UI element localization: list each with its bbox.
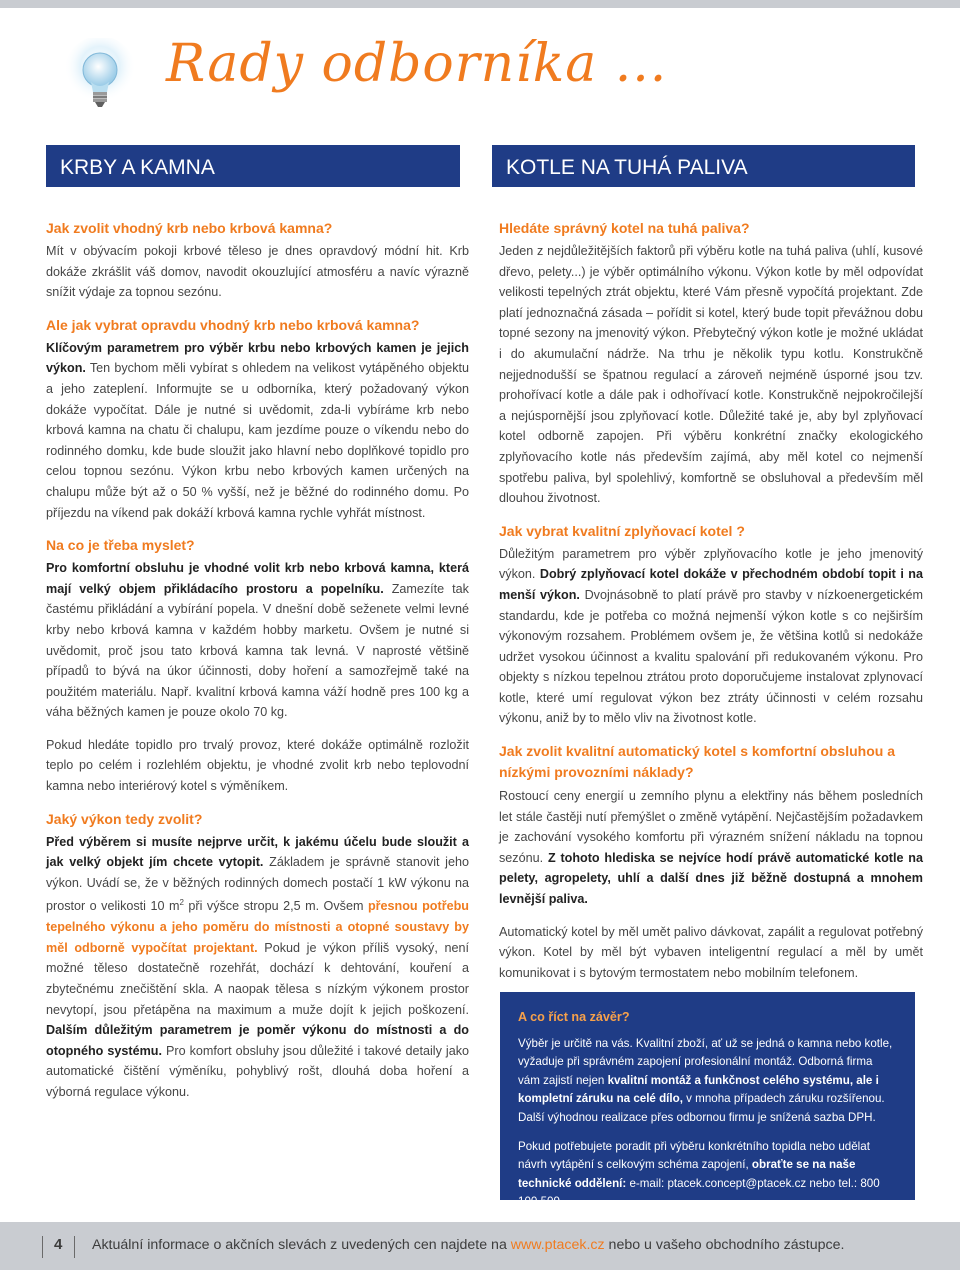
- paragraph: Mít v obývacím pokoji krbové těleso je dnes opravdový módní hit. Krb dokáže zkrášlit váš domov, navodit okouzlující atmosféru a navíc výrazně snížit výdaje za topnou sezónu.: [46, 244, 469, 300]
- box-paragraph: [518, 1138, 897, 1212]
- section-header-kotle: KOTLE NA TUHÁ PALIVA: [492, 145, 915, 187]
- text: Základem je správně stanovit jeho výkon. Uvádí se, že v běžných rodinných domech postačí 1 kW výkonu na prostor o velikosti 10 m: [46, 855, 469, 914]
- text: při výšce stropu 2,5 m. Ovšem: [183, 899, 368, 914]
- section-header-krby: KRBY A KAMNA: [46, 145, 460, 187]
- top-bar: [0, 0, 960, 8]
- text: Ten bychom měli vybírat s ohledem na velikost vytápěného objektu a jeho zateplení. Informujte se u odborníka, který požadovaný výkon dokáže vypočítat. Dále je nutné si uvědomit, zda-li vybíráme krb nebo krbová kamna na chatu či chalupu, kam jezdíme pouze o víkendu nebo do rodinného domku, kde bude sloužit jako hlavní nebo doplňkové topidlo pro celou topnou sezónu. Výkon krbu nebo krbových kamen určených na chalupu může být až o 50 % vyšší, než je běžné do rodinného domu. Po příjezdu na víkend pak dokáží krbová kamna rychle vyhřát místnost.: [46, 361, 469, 520]
- footer-text: [92, 1237, 844, 1253]
- box-heading: A co říct na závěr?: [518, 1010, 630, 1024]
- text: v mnoha případech záruku rozšířenou. Další výhodnou realizace přes odbornou firmu je snížená sazba DPH.: [518, 1092, 885, 1124]
- paragraph: [499, 786, 923, 910]
- conclusion-box: [500, 992, 915, 1209]
- highlight-text: přesnou potřebu tepelného výkonu a jeho poměru do místnosti a otopné soustavy by měl odborně vypočítat projektant.: [46, 899, 469, 955]
- paragraph: [46, 832, 469, 1103]
- bold-text: Dobrý zplyňovací kotel dokáže v přechodném období topit i na menší výkon.: [499, 567, 923, 602]
- heading: Jak vybrat kvalitní zplyňovací kotel ?: [499, 522, 745, 539]
- paragraph: Pokud hledáte topidlo pro trvalý provoz, které dokáže optimálně rozložit teplo po celém i rozlehlém objektu, je vhodné zvolit krb nebo teplovodní kamna nebo interiérový kotel s výměníkem.: [46, 737, 469, 794]
- superscript: 2: [179, 898, 184, 908]
- left-column: [46, 218, 469, 1103]
- heading: Jak zvolit vhodný krb nebo krbová kamna?: [46, 220, 333, 236]
- heading: Jaký výkon tedy zvolit?: [46, 810, 203, 827]
- bold-text: kvalitní montáž a funkčnost celého systému, ale i kompletní záruku na celé dílo,: [518, 1073, 879, 1106]
- text: Aktuální informace o akčních slevách z uvedených cen najdete na: [92, 1237, 511, 1253]
- bold-text: Dalším důležitým parametrem je poměr výkonu do místnosti a do otopného systému.: [46, 1023, 469, 1058]
- paragraph: Jeden z nejdůležitějších faktorů při výběru kotle na tuhá paliva (uhlí, kusové dřevo, pelety...) je výběr optimálního výkonu. Výkon kotle by měl odpovídat velikosti tepelných ztrát objektu, které Vám přesně vypočítá projektant. Zde platí jednoznačná zásada – pořídit si kotel, který bude topit převážnou dobu topné sezony na jmenovitý výkon. Přebytečný výkon kotle je možné ukládat i do akumulační nádrže. Na trhu je několik typu kotlu. Konstrukčně nejjednodušší se špatnou regulací a zároveň nejméně úsporné jsou tzv. prohořívací kotle a dále pak i odhořívací kotle. Konstrukčně nejpokročilejší a nejúspornější jsou zplyňovací kotle. Důležité také je, aby byl zplyňovací kotel odborně zapojen. Při výběru konkrétní značky ekologického zplyňovacího kotle nás především zajímá, aby měl kotel co nejmenší spotřebu paliva, byl spolehlivý, komfortně se obsluhoval a především měl dlouhou životnost.: [499, 244, 923, 506]
- bold-text: obraťte se na naše technické oddělení:: [518, 1158, 856, 1190]
- heading: Hledáte správný kotel na tuhá paliva?: [499, 220, 750, 236]
- text: Rostoucí ceny energií u zemního plynu a elektřiny nás během posledních let stále častěji nutí přemýšlet o změně vytápění. Nejčastějším požadavkem je zachování vysokého komfortu při výrazném snížení nákladu na topnou sezónu.: [499, 789, 923, 865]
- text: Výběr je určitě na vás. Kvalitní zboží, ať už se jedná o kamna nebo kotle, vyžaduje při správném zapojení profesionální montáž. Odborná firma vám zajistí nejen: [518, 1036, 893, 1087]
- text: Zamezíte tak častému přikládání a vybírání popela. V dnešní době seženete velmi levné krby nebo krbová kamna v každém hobby marketu. Ovšem je nutné si uvědomit, proč jsou tato krbová kamna tak levná. V naprosté většině případů to bývá na úkor účinnosti, doby hoření a samozřejmě také na použitém materiálu. Např. kvalitní krbová kamna váží hodně pres 100 kg a váha běžných kamen je pouze okolo 70 kg.: [46, 581, 469, 720]
- text: nebo u vašeho obchodního zástupce.: [604, 1237, 845, 1253]
- page-title: Rady odborníka ...: [166, 34, 668, 94]
- text: Pokud je výkon příliš vysoký, není možné těleso dostatečně rozehřát, dochází k dehtování, kouření a zbytečnému znečištění skla. A naopak tělesa s nízkým výkonem prostor nevytopí, jsou přetápěna na maximum a muže dojít k jejich poškození.: [46, 940, 469, 1017]
- bold-text: Pro komfortní obsluhu je vhodné volit krb nebo krbová kamna, která mají velký objem přikládacího prostoru a popelníku.: [46, 561, 469, 596]
- text: Dvojnásobně to platí právě pro stavby v nízkoenergetickém standardu, kde je potřeba co možná nejmenší výkon kotle s co nejširším výkonovým rozsahem. Problémem ovšem je, že většina kotlů si nedokáže udržet vysokou účinnost a kvalitu spalování při redukovaném výkonu. Pro objekty s nízkou tepelnou ztrátou proto doporučujeme instalovat zplynovací kotle, které umí regulovat výkon bez ztráty účinnosti v celém rozsahu výkonu, aniž by to mělo vliv na životnost kotle.: [499, 587, 923, 726]
- light-bulb-icon: [58, 38, 142, 122]
- bold-text: Klíčovým parametrem pro výběr krbu nebo krbových kamen je jejich výkon.: [46, 340, 469, 376]
- text: Pro komfort obsluhy jsou důležité i takové detaily jako automatické čištění výměníku, pohyblivý rošt, dlouhá doba hoření a výborná regulace výkonu.: [46, 1043, 469, 1099]
- heading: Ale jak vybrat opravdu vhodný krb nebo krbová kamna?: [46, 316, 420, 333]
- box-paragraph: [518, 1035, 897, 1128]
- paragraph: [499, 544, 923, 729]
- paragraph: Automatický kotel by měl umět palivo dávkovat, zapálit a regulovat potřebný výkon. Kotel by měl být vybaven inteligentní regulací a měl by umět komunikovat i s bytovým termostatem nebo mobilním telefonem.: [499, 924, 923, 980]
- text: Pokud potřebujete poradit při výběru konkrétního topidla nebo udělat návrh vytápění s celkovým schéma zapojení,: [518, 1139, 870, 1172]
- paragraph: [46, 338, 469, 523]
- footer: [0, 1222, 960, 1270]
- heading: Jak zvolit kvalitní automatický kotel s komfortní obsluhou a nízkými provozními náklady?: [499, 743, 895, 781]
- paragraph: [46, 558, 469, 723]
- bold-text: Z tohoto hlediska se nejvíce hodí právě automatické kotle na pelety, agropelety, uhlí a další dnes již běžně dostupná a mnohem levnější paliva.: [499, 850, 923, 907]
- footer-divider: [74, 1236, 75, 1258]
- heading: Na co je třeba myslet?: [46, 537, 195, 554]
- text: Důležitým parametrem pro výběr zplyňovacího kotle je jeho jmenovitý výkon.: [499, 546, 923, 582]
- page-number: 4: [54, 1236, 63, 1253]
- footer-divider: [42, 1236, 43, 1258]
- website-link[interactable]: www.ptacek.cz: [510, 1237, 605, 1253]
- text: e-mail: ptacek.concept@ptacek.cz nebo tel.: 800 100 509.: [518, 1176, 880, 1209]
- right-column: [499, 218, 923, 983]
- bold-text: Před výběrem si musíte nejprve určit, k jakému účelu bude sloužit a jak velký objekt jím chcete vytopit.: [46, 834, 469, 870]
